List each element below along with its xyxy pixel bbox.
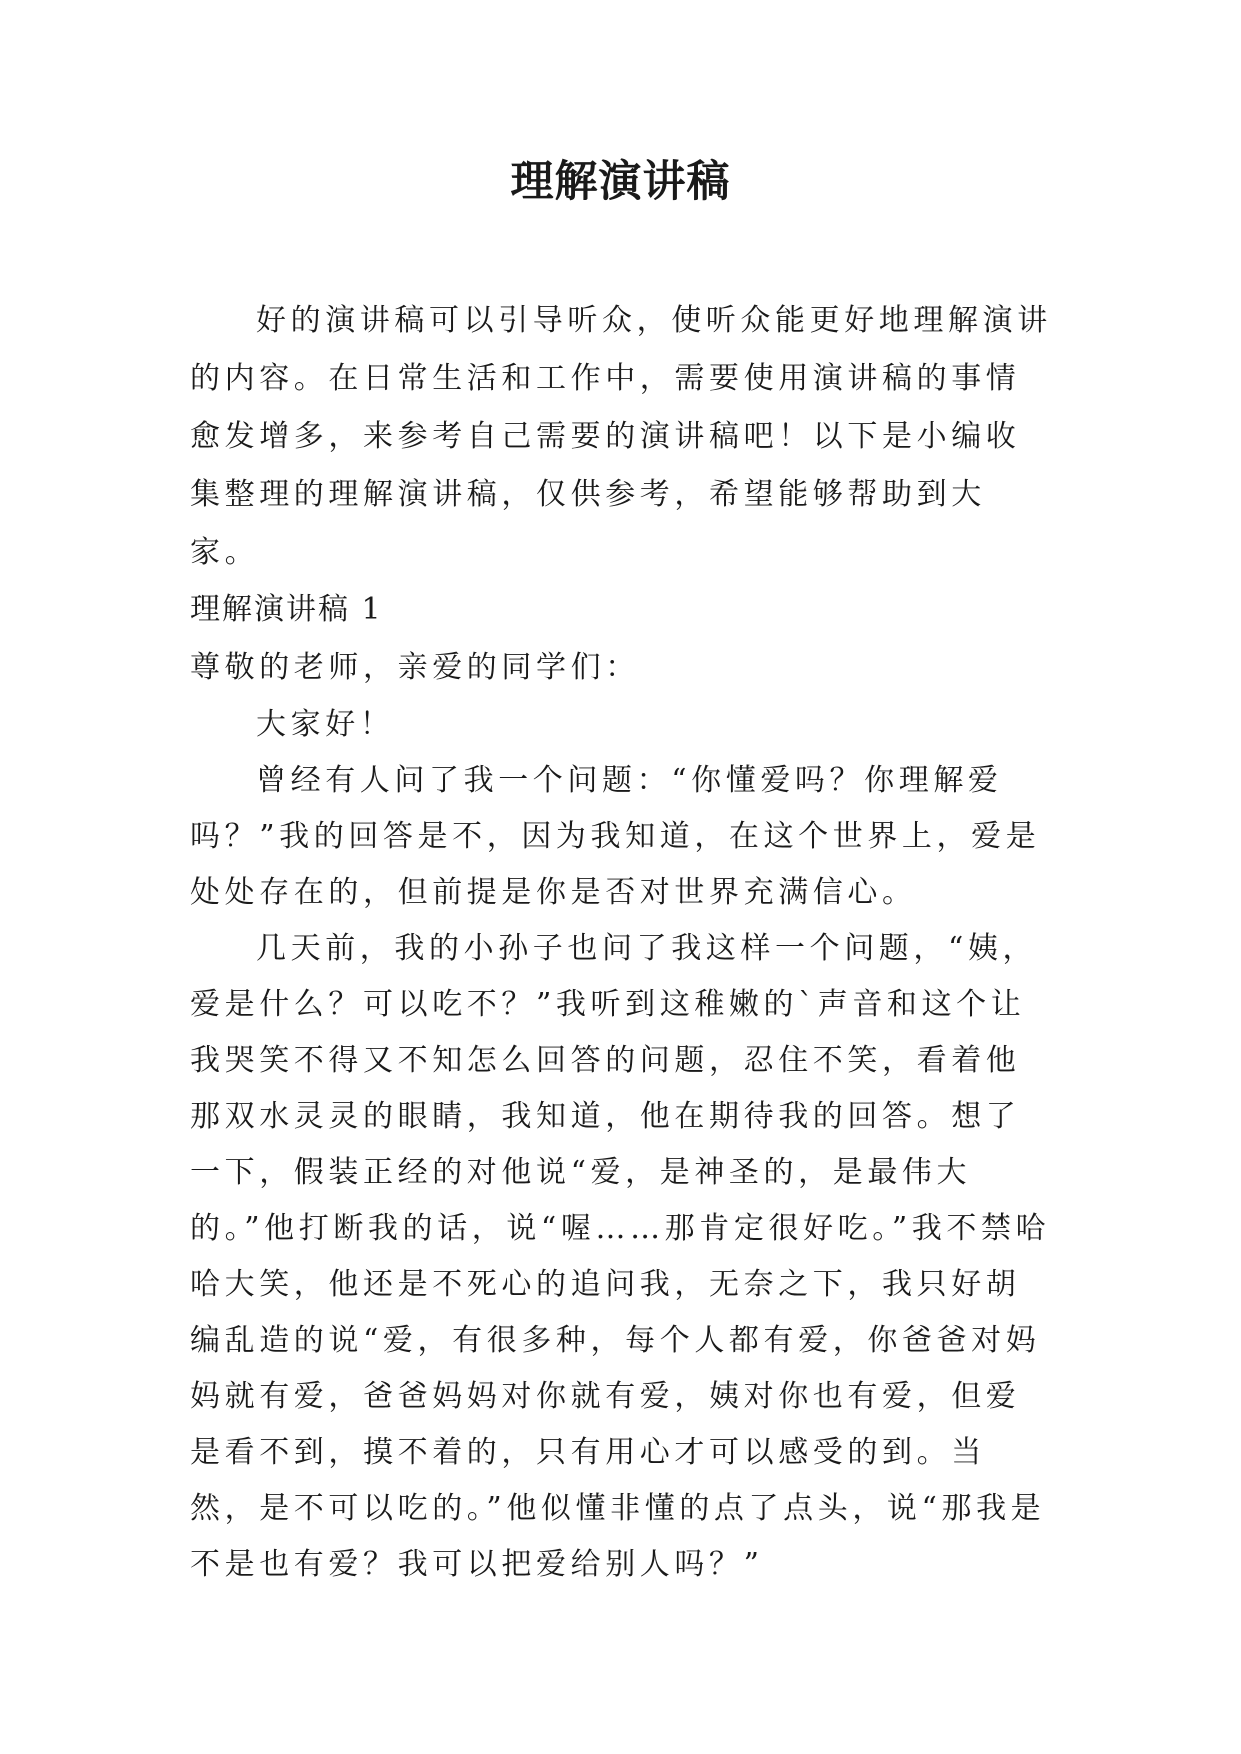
paragraph: 几天前，我的小孙子也问了我这样一个问题，“姨，爱是什么？可以吃不？”我听到这稚嫩的`声音和这个让我哭笑不得又不知怎么回答的问题，忍住不笑，看着他那双水灵灵的眼睛，我知道，他在期待我的回答。想了一下，假装正经的对他说“爱，是神圣的，是最伟大的。”他打断我的话，说“喔……那肯定很好吃。”我不禁哈哈大笑，他还是不死心的追问我，无奈之下，我只好胡编乱造的说“爱，有很多种，每个人都有爱，你爸爸对妈妈就有爱，爸爸妈妈对你就有爱，姨对你也有爱，但爱是看不到，摸不着的，只有用心才可以感受的到。当然，是不可以吃的。”他似懂非懂的点了点头，说“那我是不是也有爱？我可以把爱给别人吗？” xyxy=(190,931,1051,1582)
speech-body xyxy=(190,697,1052,1593)
paragraph: 曾经有人问了我一个问题：“你懂爱吗？你理解爱吗？”我的回答是不，因为我知道，在这个世界上，爱是处处存在的，但前提是你是否对世界充满信心。 xyxy=(190,763,1041,910)
intro-paragraph: 好的演讲稿可以引导听众，使听众能更好地理解演讲的内容。在日常生活和工作中，需要使用演讲稿的事情愈发增多，来参考自己需要的演讲稿吧！以下是小编收集整理的理解演讲稿，仅供参考，希望能够帮助到大家。 xyxy=(190,303,1052,570)
section-title: 理解演讲稿 1 xyxy=(190,592,383,627)
paragraph-greeting: 大家好！ xyxy=(256,707,395,742)
salutation: 尊敬的老师，亲爱的同学们： xyxy=(190,650,640,685)
page-title: 理解演讲稿 xyxy=(510,157,731,207)
